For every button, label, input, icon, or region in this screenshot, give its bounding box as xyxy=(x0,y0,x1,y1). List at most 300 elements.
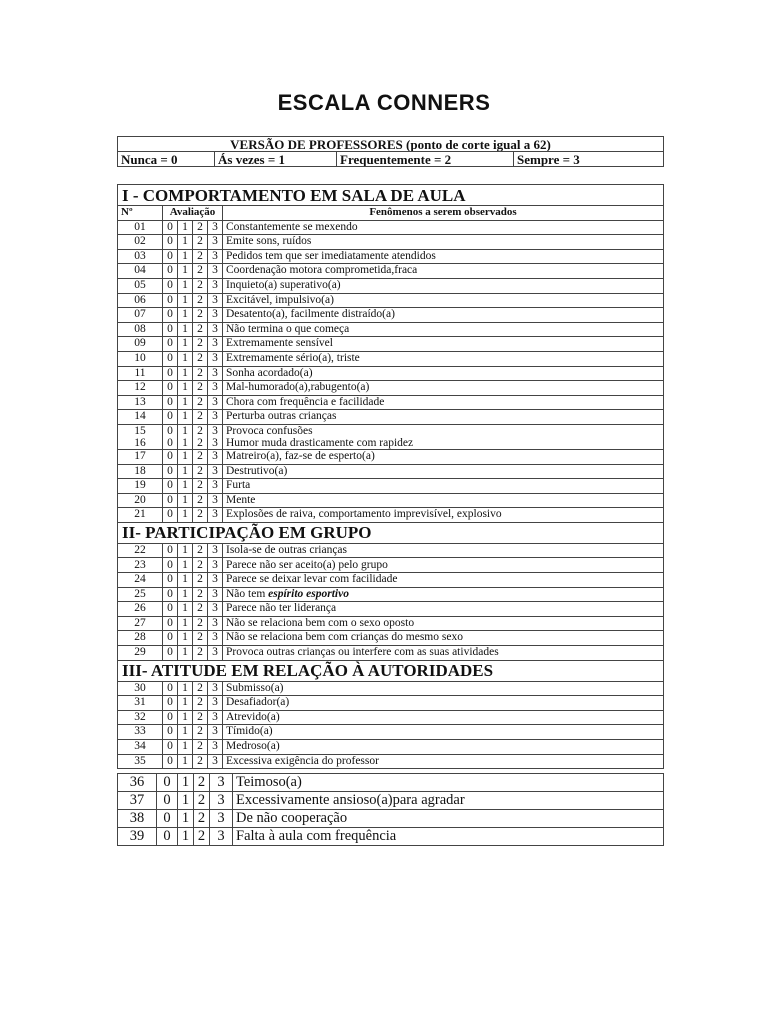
rating-option: 2 xyxy=(193,587,208,602)
rating-option: 3 xyxy=(210,810,233,828)
rating-option: 3 xyxy=(208,754,223,769)
rating-option: 0 xyxy=(163,337,178,352)
rating-option: 2 xyxy=(193,322,208,337)
rating-option: 1 xyxy=(178,508,193,523)
rating-option: 2 xyxy=(193,616,208,631)
table-row xyxy=(118,278,664,293)
rating-option: 1 xyxy=(182,424,188,437)
item-text: Matreiro(a), faz-se de esperto(a) xyxy=(226,449,375,462)
item-text: Medroso(a) xyxy=(226,740,280,753)
rating-option: 0 xyxy=(163,696,178,711)
rating-option: 3 xyxy=(208,616,223,631)
item-number: 35 xyxy=(118,754,163,769)
rating-option: 1 xyxy=(178,725,193,740)
table-row xyxy=(118,351,664,366)
rating-option xyxy=(208,424,223,449)
rating-option: 3 xyxy=(208,587,223,602)
item-text xyxy=(223,308,664,323)
rating-option: 3 xyxy=(208,308,223,323)
item-text: Pedidos tem que ser imediatamente atendidos xyxy=(226,249,436,262)
item-number: 02 xyxy=(118,235,163,250)
table-row xyxy=(118,479,664,494)
rating-option: 0 xyxy=(167,424,173,437)
table-row xyxy=(118,725,664,740)
column-header-rating: Avaliação xyxy=(163,206,223,221)
rating-option: 3 xyxy=(208,464,223,479)
section-header-row xyxy=(118,660,664,681)
item-text: Explosões de raiva, comportamento imprevisível, explosivo xyxy=(226,508,502,521)
table-row xyxy=(118,810,664,828)
item-text: Tímido(a) xyxy=(226,725,273,738)
rating-option: 1 xyxy=(178,293,193,308)
rating-option: 3 xyxy=(210,774,233,792)
rating-option: 1 xyxy=(178,602,193,617)
item-text: Atrevido(a) xyxy=(226,710,280,723)
rating-option: 3 xyxy=(208,293,223,308)
item-text: Provoca outras crianças ou interfere com as suas atividades xyxy=(226,646,499,659)
item-text: Parece não ser aceito(a) pelo grupo xyxy=(226,558,388,571)
rating-option: 3 xyxy=(208,696,223,711)
item-number: 31 xyxy=(118,696,163,711)
rating-option: 2 xyxy=(197,436,203,449)
item-text: Inquieto(a) superativo(a) xyxy=(226,279,341,292)
item-text: Não se relaciona bem com crianças do mesmo sexo xyxy=(226,631,463,644)
rating-option: 1 xyxy=(178,381,193,396)
rating-option: 2 xyxy=(193,573,208,588)
item-number: 27 xyxy=(118,616,163,631)
rating-option: 0 xyxy=(163,646,178,661)
rating-option: 0 xyxy=(163,543,178,558)
item-text: Parece não ter liderança xyxy=(226,602,337,615)
rating-option: 1 xyxy=(178,710,193,725)
item-text xyxy=(223,646,664,661)
rating-option: 2 xyxy=(193,278,208,293)
item-text xyxy=(223,235,664,250)
table-row xyxy=(118,249,664,264)
item-text xyxy=(223,508,664,523)
table-row xyxy=(118,774,664,792)
rating-option: 2 xyxy=(193,449,208,464)
table-row xyxy=(118,681,664,696)
item-text: Desatento(a), facilmente distraído(a) xyxy=(226,308,395,321)
table-row xyxy=(118,587,664,602)
item-text xyxy=(223,725,664,740)
item-text xyxy=(223,322,664,337)
rating-option: 1 xyxy=(178,308,193,323)
rating-option: 3 xyxy=(208,337,223,352)
item-text: Furta xyxy=(226,479,251,492)
table-row xyxy=(118,424,664,449)
item-text: Perturba outras crianças xyxy=(226,410,337,423)
rating-option: 3 xyxy=(208,264,223,279)
item-number: 39 xyxy=(118,828,157,846)
item-number: 16 xyxy=(134,436,146,449)
rating-option: 0 xyxy=(163,754,178,769)
scale-level-frequently: Frequentemente = 2 xyxy=(337,152,514,167)
item-text xyxy=(223,381,664,396)
rating-option: 3 xyxy=(208,322,223,337)
item-text xyxy=(223,337,664,352)
item-text: Extremamente sensível xyxy=(226,337,333,350)
rating-option: 3 xyxy=(208,573,223,588)
item-number: 21 xyxy=(118,508,163,523)
rating-option: 1 xyxy=(178,395,193,410)
item-text: Parece se deixar levar com facilidade xyxy=(226,573,398,586)
item-number: 37 xyxy=(118,792,157,810)
rating-option: 3 xyxy=(208,681,223,696)
item-text xyxy=(223,710,664,725)
rating-option: 0 xyxy=(157,792,178,810)
table-row xyxy=(118,558,664,573)
rating-option: 1 xyxy=(178,449,193,464)
rating-option: 3 xyxy=(208,278,223,293)
section-title: III- ATITUDE EM RELAÇÃO À AUTORIDADES xyxy=(118,660,664,681)
table-row xyxy=(118,395,664,410)
rating-option: 0 xyxy=(163,264,178,279)
scale-level-always: Sempre = 3 xyxy=(514,152,664,167)
item-text: Mal-humorado(a),rabugento(a) xyxy=(226,381,370,394)
rating-option: 2 xyxy=(193,366,208,381)
rating-option: 0 xyxy=(167,436,173,449)
column-header-row xyxy=(118,206,664,221)
table-row xyxy=(118,293,664,308)
item-text xyxy=(223,220,664,235)
rating-option: 1 xyxy=(178,558,193,573)
rating-option: 3 xyxy=(208,543,223,558)
rating-option: 3 xyxy=(208,631,223,646)
column-header-number: Nº xyxy=(118,206,163,221)
rating-option xyxy=(193,424,208,449)
rating-option: 2 xyxy=(193,337,208,352)
table-row xyxy=(118,264,664,279)
section-title: I - COMPORTAMENTO EM SALA DE AULA xyxy=(118,185,664,206)
item-text: Submisso(a) xyxy=(226,681,284,694)
rating-option: 3 xyxy=(208,602,223,617)
item-number: 17 xyxy=(118,449,163,464)
rating-option: 2 xyxy=(193,710,208,725)
rating-option: 1 xyxy=(178,479,193,494)
item-number: 34 xyxy=(118,740,163,755)
section-header-row xyxy=(118,185,664,206)
rating-option: 3 xyxy=(208,220,223,235)
rating-option: 2 xyxy=(193,293,208,308)
rating-option: 0 xyxy=(163,410,178,425)
rating-option: 1 xyxy=(182,436,188,449)
item-text-emphasis: espírito esportivo xyxy=(268,587,349,600)
rating-option: 2 xyxy=(193,220,208,235)
item-number: 30 xyxy=(118,681,163,696)
rating-option: 2 xyxy=(193,410,208,425)
item-text: De não cooperação xyxy=(233,810,664,828)
rating-option: 1 xyxy=(178,616,193,631)
item-number: 03 xyxy=(118,249,163,264)
rating-option: 0 xyxy=(163,322,178,337)
rating-option: 1 xyxy=(178,573,193,588)
item-number: 20 xyxy=(118,493,163,508)
rating-option: 0 xyxy=(163,464,178,479)
questionnaire-table xyxy=(117,184,664,769)
item-number: 25 xyxy=(118,587,163,602)
rating-option: 1 xyxy=(178,410,193,425)
item-number: 19 xyxy=(118,479,163,494)
item-text xyxy=(223,754,664,769)
item-text: Isola-se de outras crianças xyxy=(226,543,348,556)
item-text xyxy=(223,264,664,279)
item-text xyxy=(223,424,664,449)
item-number: 01 xyxy=(118,220,163,235)
item-text: Provoca confusões xyxy=(226,424,313,437)
item-text xyxy=(223,351,664,366)
rating-option xyxy=(163,424,178,449)
rating-option: 3 xyxy=(208,366,223,381)
table-row xyxy=(118,828,664,846)
rating-option: 2 xyxy=(193,381,208,396)
item-number: 22 xyxy=(118,543,163,558)
item-text xyxy=(223,602,664,617)
item-number: 28 xyxy=(118,631,163,646)
item-number: 09 xyxy=(118,337,163,352)
table-row xyxy=(118,710,664,725)
item-text: Não tem xyxy=(226,587,269,600)
table-row xyxy=(118,235,664,250)
table-row xyxy=(118,631,664,646)
rating-option: 0 xyxy=(163,558,178,573)
rating-option: 1 xyxy=(178,235,193,250)
rating-option: 0 xyxy=(163,366,178,381)
item-text: Desafiador(a) xyxy=(226,696,290,709)
table-row xyxy=(118,573,664,588)
rating-option: 2 xyxy=(193,558,208,573)
rating-option: 3 xyxy=(208,410,223,425)
item-text: Humor muda drasticamente com rapidez xyxy=(226,436,414,449)
item-text xyxy=(223,631,664,646)
rating-option: 0 xyxy=(163,710,178,725)
item-text: Teimoso(a) xyxy=(233,774,664,792)
item-text xyxy=(223,558,664,573)
table-row xyxy=(118,449,664,464)
rating-option: 1 xyxy=(178,322,193,337)
item-text: Emite sons, ruídos xyxy=(226,235,312,248)
rating-option: 0 xyxy=(163,493,178,508)
item-text: Excessivamente ansioso(a)para agradar xyxy=(233,792,664,810)
table-row xyxy=(118,696,664,711)
rating-option: 3 xyxy=(212,424,218,437)
rating-option: 1 xyxy=(178,774,194,792)
item-number: 06 xyxy=(118,293,163,308)
rating-option: 2 xyxy=(193,493,208,508)
rating-option: 2 xyxy=(193,631,208,646)
table-row xyxy=(118,740,664,755)
rating-option: 3 xyxy=(210,792,233,810)
rating-option: 2 xyxy=(194,828,210,846)
item-text: Não termina o que começa xyxy=(226,322,350,335)
item-text xyxy=(223,740,664,755)
rating-option: 3 xyxy=(208,381,223,396)
item-number: 10 xyxy=(118,351,163,366)
rating-option: 0 xyxy=(163,449,178,464)
rating-option: 1 xyxy=(178,220,193,235)
rating-option: 1 xyxy=(178,810,194,828)
rating-option: 3 xyxy=(208,508,223,523)
rating-option: 0 xyxy=(163,278,178,293)
rating-option: 0 xyxy=(163,740,178,755)
rating-option: 0 xyxy=(163,249,178,264)
rating-option: 1 xyxy=(178,740,193,755)
item-text xyxy=(223,410,664,425)
rating-option: 3 xyxy=(208,646,223,661)
item-text: Extremamente sério(a), triste xyxy=(226,351,360,364)
item-number: 15 xyxy=(134,424,146,437)
rating-option: 3 xyxy=(208,449,223,464)
rating-option xyxy=(178,424,193,449)
item-text: Não se relaciona bem com o sexo oposto xyxy=(226,616,415,629)
item-text: Constantemente se mexendo xyxy=(226,220,358,233)
item-number: 29 xyxy=(118,646,163,661)
rating-option: 1 xyxy=(178,754,193,769)
rating-option: 1 xyxy=(178,366,193,381)
table-row xyxy=(118,308,664,323)
rating-option: 1 xyxy=(178,249,193,264)
item-text xyxy=(223,278,664,293)
item-number xyxy=(118,424,163,449)
rating-option: 0 xyxy=(163,351,178,366)
item-text: Chora com frequência e facilidade xyxy=(226,395,385,408)
rating-option: 2 xyxy=(193,308,208,323)
rating-option: 1 xyxy=(178,351,193,366)
rating-option: 0 xyxy=(163,395,178,410)
rating-option: 1 xyxy=(178,337,193,352)
rating-option: 0 xyxy=(157,828,178,846)
item-number: 07 xyxy=(118,308,163,323)
item-number: 33 xyxy=(118,725,163,740)
item-number: 36 xyxy=(118,774,157,792)
page-title: ESCALA CONNERS xyxy=(277,90,491,115)
scale-heading: VERSÃO DE PROFESSORES (ponto de corte igual a 62) xyxy=(118,137,664,152)
rating-option: 2 xyxy=(194,774,210,792)
rating-option: 1 xyxy=(178,792,194,810)
table-row xyxy=(118,410,664,425)
table-row xyxy=(118,337,664,352)
item-text xyxy=(223,543,664,558)
item-text xyxy=(223,493,664,508)
item-text xyxy=(223,681,664,696)
item-number: 13 xyxy=(118,395,163,410)
item-number: 04 xyxy=(118,264,163,279)
item-text xyxy=(223,573,664,588)
item-text xyxy=(223,616,664,631)
table-row xyxy=(118,602,664,617)
rating-option: 3 xyxy=(210,828,233,846)
item-text xyxy=(223,587,664,602)
item-text xyxy=(223,395,664,410)
item-number: 11 xyxy=(118,366,163,381)
table-row xyxy=(118,792,664,810)
item-text: Sonha acordado(a) xyxy=(226,366,313,379)
rating-option: 2 xyxy=(194,792,210,810)
questionnaire-continuation-table xyxy=(117,773,664,846)
rating-option: 3 xyxy=(208,493,223,508)
item-number: 38 xyxy=(118,810,157,828)
rating-option: 0 xyxy=(163,616,178,631)
rating-option: 2 xyxy=(193,646,208,661)
rating-option: 2 xyxy=(193,395,208,410)
rating-option: 1 xyxy=(178,278,193,293)
rating-option: 2 xyxy=(193,602,208,617)
rating-option: 0 xyxy=(163,631,178,646)
rating-option: 2 xyxy=(193,249,208,264)
rating-option: 0 xyxy=(163,293,178,308)
item-number: 32 xyxy=(118,710,163,725)
item-text xyxy=(223,366,664,381)
item-text: Excitável, impulsivo(a) xyxy=(226,293,334,306)
item-number: 08 xyxy=(118,322,163,337)
rating-option: 2 xyxy=(197,424,203,437)
scale-level-sometimes: Ás vezes = 1 xyxy=(215,152,337,167)
rating-option: 0 xyxy=(157,774,178,792)
rating-option: 1 xyxy=(178,543,193,558)
table-row xyxy=(118,646,664,661)
rating-option: 0 xyxy=(163,573,178,588)
rating-option: 3 xyxy=(208,479,223,494)
rating-option: 2 xyxy=(193,464,208,479)
rating-option: 0 xyxy=(163,725,178,740)
rating-option: 3 xyxy=(208,740,223,755)
rating-option: 2 xyxy=(193,754,208,769)
rating-option: 1 xyxy=(178,493,193,508)
item-text xyxy=(223,464,664,479)
table-row xyxy=(118,493,664,508)
rating-option: 2 xyxy=(193,235,208,250)
rating-option: 1 xyxy=(178,696,193,711)
rating-option: 3 xyxy=(208,725,223,740)
item-text: Mente xyxy=(226,493,256,506)
item-text xyxy=(223,696,664,711)
rating-option: 2 xyxy=(193,264,208,279)
item-text: Falta à aula com frequência xyxy=(233,828,664,846)
rating-option: 2 xyxy=(193,696,208,711)
rating-option: 2 xyxy=(193,740,208,755)
item-text xyxy=(223,449,664,464)
rating-option: 2 xyxy=(193,543,208,558)
rating-option: 0 xyxy=(163,220,178,235)
rating-option: 0 xyxy=(163,587,178,602)
item-number: 18 xyxy=(118,464,163,479)
item-number: 24 xyxy=(118,573,163,588)
rating-option: 3 xyxy=(208,351,223,366)
rating-option: 2 xyxy=(193,479,208,494)
item-number: 05 xyxy=(118,278,163,293)
rating-option: 1 xyxy=(178,681,193,696)
rating-option: 1 xyxy=(178,828,194,846)
scale-level-never: Nunca = 0 xyxy=(118,152,215,167)
table-row xyxy=(118,616,664,631)
item-number: 23 xyxy=(118,558,163,573)
table-row xyxy=(118,543,664,558)
rating-option: 0 xyxy=(163,308,178,323)
table-row xyxy=(118,464,664,479)
rating-option: 1 xyxy=(178,464,193,479)
table-row xyxy=(118,322,664,337)
rating-option: 2 xyxy=(193,351,208,366)
item-text: Excessiva exigência do professor xyxy=(226,754,379,767)
item-text: Coordenação motora comprometida,fraca xyxy=(226,264,418,277)
rating-option: 3 xyxy=(212,436,218,449)
rating-option: 1 xyxy=(178,587,193,602)
rating-option: 0 xyxy=(163,381,178,396)
section-header-row xyxy=(118,522,664,543)
rating-option: 3 xyxy=(208,235,223,250)
rating-option: 3 xyxy=(208,710,223,725)
